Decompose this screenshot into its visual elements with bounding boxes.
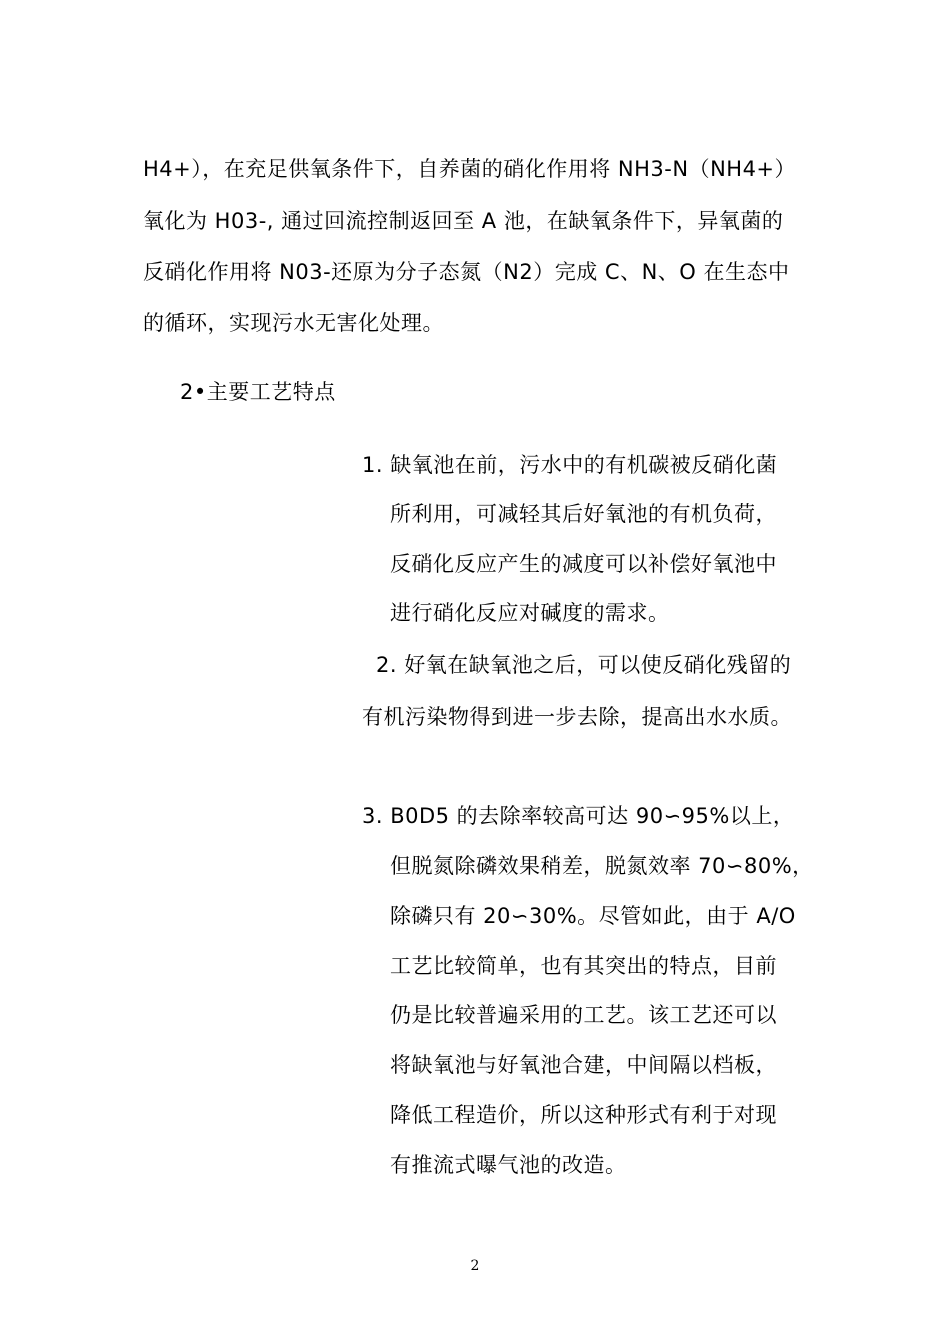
list-item-line: 工艺比较简单，也有其突出的特点，目前: [390, 954, 777, 978]
list-item-line: 有机污染物得到进一步去除，提高出水水质。: [362, 705, 792, 729]
list-item-line: 进行硝化反应对碱度的需求。: [390, 601, 670, 625]
page-number: 2: [470, 1258, 480, 1274]
section-heading: 2•主要工艺特点: [180, 380, 336, 404]
list-item-line: 但脱氮除磷效果稍差，脱氮效率 70∽80%，: [390, 854, 814, 878]
paragraph-line: H4+），在充足供氧条件下，自养菌的硝化作用将 NH3-N（NH4+）: [143, 157, 797, 181]
list-item-line: 2. 好氧在缺氧池之后，可以使反硝化残留的: [376, 653, 792, 677]
paragraph-line: 氧化为 H03-, 通过回流控制返回至 A 池，在缺氧条件下，异氧菌的: [143, 209, 784, 233]
list-item-line: 降低工程造价，所以这种形式有利于对现: [390, 1103, 777, 1127]
paragraph-line: 反硝化作用将 N03-还原为分子态氮（N2）完成 C、N、O 在生态中: [143, 260, 790, 284]
list-item-line: 反硝化反应产生的减度可以补偿好氧池中: [390, 552, 777, 576]
list-item-line: 将缺氧池与好氧池合建，中间隔以档板，: [390, 1053, 777, 1077]
list-item-line: 1. 缺氧池在前，污水中的有机碳被反硝化菌: [362, 453, 778, 477]
list-item-line: 除磷只有 20∽30%。尽管如此，由于 A/O: [390, 904, 796, 928]
list-item-line: 3. B0D5 的去除率较高可达 90∽95%以上，: [362, 804, 795, 828]
list-item-line: 所利用，可减轻其后好氧池的有机负荷，: [390, 502, 777, 526]
paragraph-line: 的循环，实现污水无害化处理。: [143, 311, 444, 335]
list-item-line: 仍是比较普遍采用的工艺。该工艺还可以: [390, 1003, 777, 1027]
list-item-line: 有推流式曝气池的改造。: [390, 1153, 627, 1177]
